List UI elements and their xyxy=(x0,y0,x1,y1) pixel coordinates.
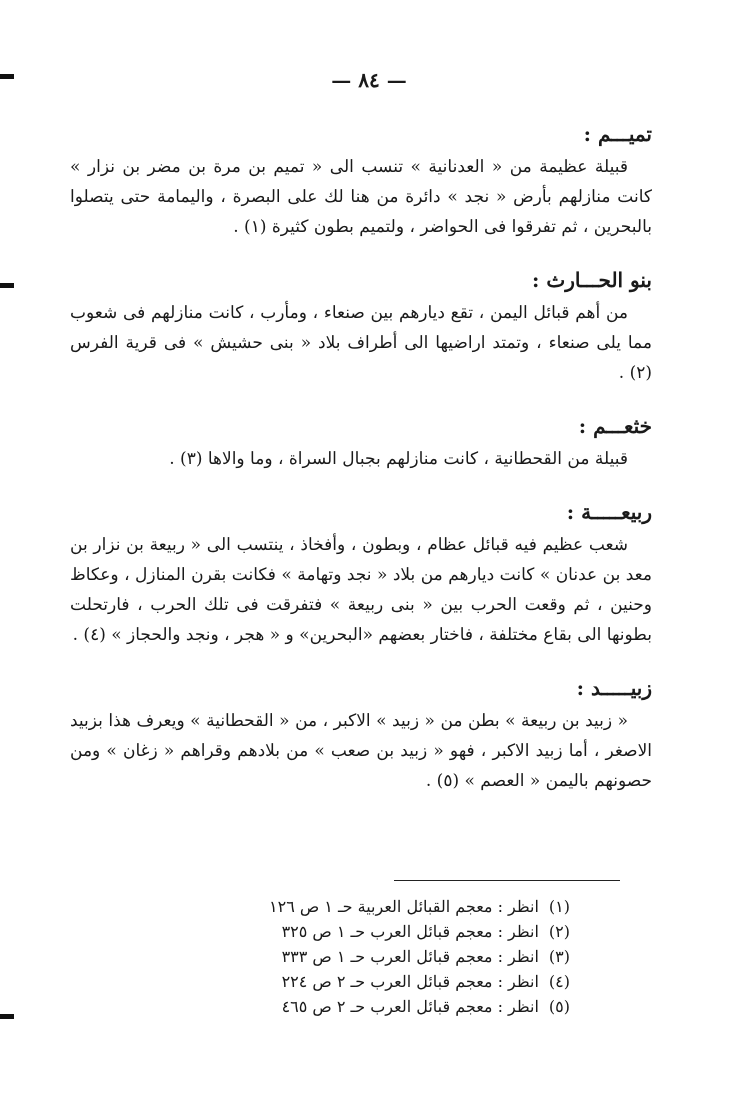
footnote-divider xyxy=(394,880,620,881)
footnote-number: (٢) xyxy=(548,922,570,941)
footnote-number: (١) xyxy=(548,897,570,916)
footnote-text: انظر : معجم قبائل العرب حـ ٢ ص ٢٢٤ xyxy=(281,972,539,991)
section-rabia xyxy=(70,494,652,650)
footnotes-list xyxy=(210,894,570,1019)
section-heading: تميـــم : xyxy=(583,122,652,146)
footnote-number: (٣) xyxy=(548,947,570,966)
section-heading: زبيـــــد : xyxy=(576,676,652,700)
footnote-item xyxy=(210,894,570,919)
section-heading: ربيعـــــة : xyxy=(566,500,652,524)
footnote-text: انظر : معجم قبائل العرب حـ ١ ص ٣٣٣ xyxy=(281,947,539,966)
section-paragraph: « زبيد بن ربيعة » بطن من « زبيد » الاكبر ، من « القحطانية » ويعرف هذا بزبيد الاصغر ، أما زبيد الاكبر ، فهو « زبيد بن صعب » من بلادهم وقراهم « زغان » ومن حصونهم باليمن « العصم » (٥) . xyxy=(70,711,652,791)
section-paragraph: من أهم قبائل اليمن ، تقع ديارهم بين صنعاء ، ومأرب ، كانت منازلهم فى شعوب مما يلى صنعاء ، وتمتد اراضيها الى أطراف بلاد « بنى حشيش » فى قرية الفرس (٢) . xyxy=(70,303,652,383)
section-tamim xyxy=(70,116,652,242)
section-paragraph: قبيلة من القحطانية ، كانت منازلهم بجبال السراة ، وما والاها (٣) . xyxy=(169,449,628,469)
footnote-text: انظر : معجم قبائل العرب حـ ١ ص ٣٢٥ xyxy=(281,922,539,941)
scan-edge-mark xyxy=(0,1014,14,1019)
section-paragraph: شعب عظيم فيه قبائل عظام ، وبطون ، وأفخاذ ، ينتسب الى « ربيعة بن نزار بن معد بن عدنان » كانت ديارهم من بلاد « نجد وتهامة » فكانت بقرن المنازل ، وعكاظ وحنين ، ثم وقعت الحرب بين « بنى ربيعة » فتفرقت فى تلك الحرب ، فارتحلت بطونها الى بقاع مختلفة ، فاختار بعضهم «البحرين» و « هجر ، ونجد والحجاز » (٤) . xyxy=(70,535,652,645)
page-number: — ٨٤ — xyxy=(331,68,407,92)
section-heading: خثعـــم : xyxy=(578,414,652,438)
section-heading: بنو الحـــارث : xyxy=(532,268,652,292)
footnote-text: انظر : معجم القبائل العربية حـ ١ ص ١٢٦ xyxy=(269,897,539,916)
footnote-item xyxy=(210,919,570,944)
section-paragraph: قبيلة عظيمة من « العدنانية » تنسب الى « تميم بن مرة بن مضر بن نزار » كانت منازلهم بأرض « نجد » دائرة من هنا لك على البصرة ، واليمامة حتى يتصلوا بالبحرين ، ثم تفرقوا فى الحواضر ، ولتميم بطون كثيرة (١) . xyxy=(70,157,652,237)
section-khatham xyxy=(70,408,652,474)
section-zubaid xyxy=(70,670,652,796)
footnote-item xyxy=(210,944,570,969)
body-text xyxy=(70,116,652,816)
footnote-number: (٤) xyxy=(548,972,570,991)
scan-edge-mark xyxy=(0,283,14,288)
footnote-item xyxy=(210,969,570,994)
footnote-item xyxy=(210,994,570,1019)
footnote-number: (٥) xyxy=(548,997,570,1016)
footnote-text: انظر : معجم قبائل العرب حـ ٢ ص ٤٦٥ xyxy=(281,997,539,1016)
section-banu-harith xyxy=(70,262,652,388)
